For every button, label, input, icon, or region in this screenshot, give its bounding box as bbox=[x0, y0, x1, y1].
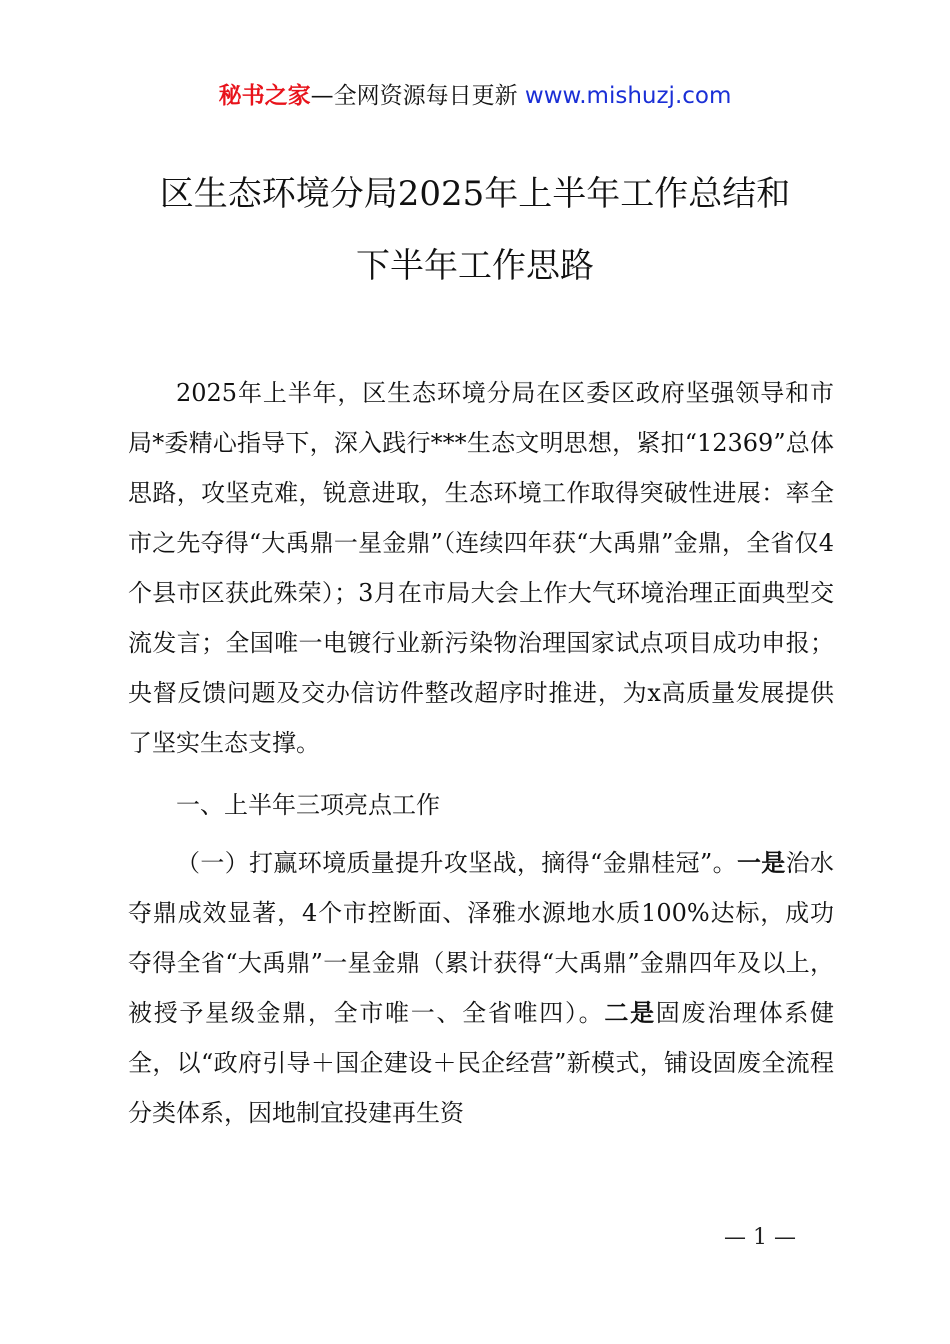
point-marker-second: 二是 bbox=[604, 998, 656, 1027]
site-url-link[interactable]: www.mishuzj.com bbox=[524, 83, 732, 109]
point-marker-first: 一是 bbox=[736, 848, 786, 877]
point-text-second: 固废治理体系健全，以“政府引导＋国企建设＋民企经营”新模式，铺设固废全流程分类体系，因地制宜投建再生资 bbox=[128, 999, 835, 1127]
document-title bbox=[60, 158, 890, 302]
point-text-first: 治水夺鼎成效显著，4个市控断面、泽雅水源地水质100%达标，成功夺得全省“大禹鼎”一星金鼎（累计获得“大禹鼎”金鼎四年及以上，被授予星级金鼎，全市唯一、全省唯四）。 bbox=[128, 849, 835, 1027]
title-line-1: 区生态环境分局2025年上半年工作总结和 bbox=[159, 174, 791, 214]
brand-name: 秘书之家 bbox=[218, 83, 311, 109]
subsection-lead: （一）打赢环境质量提升攻坚战，摘得“金鼎桂冠”。 bbox=[176, 849, 737, 877]
title-line-2: 下半年工作思路 bbox=[356, 246, 594, 286]
subsection-paragraph-1 bbox=[128, 838, 834, 1138]
site-header bbox=[0, 80, 950, 112]
header-tagline: —全网资源每日更新 bbox=[310, 83, 518, 109]
section-heading-1: 一、上半年三项亮点工作 bbox=[176, 791, 440, 819]
document-body bbox=[128, 368, 834, 1138]
page-number: — 1 — bbox=[724, 1225, 796, 1250]
intro-paragraph: 2025年上半年，区生态环境分局在区委区政府坚强领导和市局*委精心指导下，深入践行***生态文明思想，紧扣“12369”总体思路，攻坚克难，锐意进取，生态环境工作取得突破性进展：率全市之先夺得“大禹鼎一星金鼎”（连续四年获“大禹鼎”金鼎，全省仅4个县市区获此殊荣）；3月在市局大会上作大气环境治理正面典型交流发言；全国唯一电镀行业新污染物治理国家试点项目成功申报；央督反馈问题及交办信访件整改超序时推进，为x高质量发展提供了坚实生态支撑。 bbox=[128, 379, 834, 757]
